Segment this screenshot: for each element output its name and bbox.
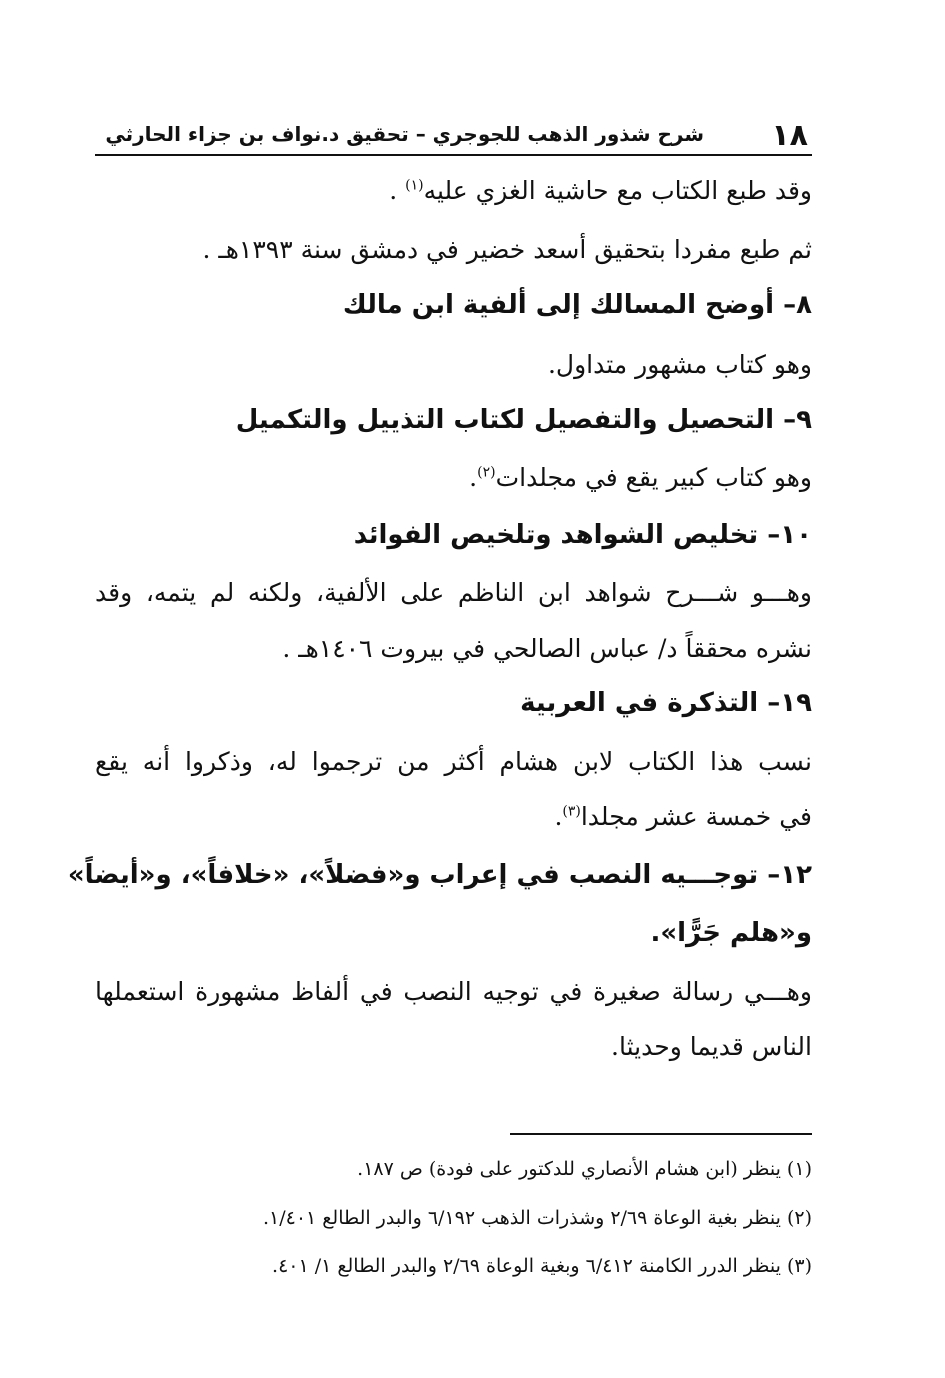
section-heading: ١٩– التذكرة في العربية	[520, 688, 812, 718]
text-line: وقد طبع الكتاب مع حاشية الغزي عليه$^{(١)}$ .	[389, 176, 812, 205]
text-line: وهـــو شـــرح شواهد ابن الناظم على الألفية، ولكنه لم يتمه، وقد	[95, 578, 812, 607]
footnote: (٢) ينظر بغية الوعاة ٢/٦٩ وشذرات الذهب ٦/١٩٢ والبدر الطالع ١/٤٠١.	[262, 1207, 812, 1229]
section-heading: ٨– أوضح المسالك إلى ألفية ابن مالك	[342, 290, 812, 320]
text-line: وهو كتاب مشهور متداول.	[547, 350, 812, 379]
text-line: ثم طبع مفردا بتحقيق أسعد خضير في دمشق سنة ١٣٩٣هـ .	[202, 235, 812, 264]
text-line: نشره محققاً د/ عباس الصالحي في بيروت ١٤٠٦هـ .	[282, 634, 812, 663]
section-heading: ١٢– توجـــيه النصب في إعراب و«فضلاً»، «خلافاً»، و«أيضاً»	[67, 860, 812, 890]
text-line: وهـــي رسالة صغيرة في توجيه النصب في ألفاظ مشهورة استعملها	[95, 977, 812, 1006]
text-line: وهو كتاب كبير يقع في مجلدات$^{(٢)}$.	[469, 463, 812, 492]
text-line: نسب هذا الكتاب لابن هشام أكثر من ترجموا له، وذكروا أنه يقع	[95, 747, 812, 776]
section-heading: و«هلم جَرًّا».	[650, 918, 812, 948]
running-header	[95, 110, 812, 156]
footnote: (٣) ينظر الدرر الكامنة ٦/٤١٢ وبغية الوعاة ٢/٦٩ والبدر الطالع ١/ ٤٠١.	[272, 1255, 812, 1277]
footnote: (١) ينظر (ابن هشام الأنصاري للدكتور على فودة) ص ١٨٧.	[357, 1158, 812, 1180]
section-heading: ١٠– تخليص الشواهد وتلخيص الفوائد	[353, 520, 812, 550]
section-heading: ٩– التحصيل والتفصيل لكتاب التذييل والتكميل	[235, 405, 812, 435]
footnote-divider	[510, 1133, 812, 1135]
text-line: في خمسة عشر مجلدا$^{(٣)}$.	[554, 802, 812, 831]
header-title: شرح شذور الذهب للجوجري – تحقيق د.نواف بن جزاء الحارثي	[105, 122, 704, 146]
page-number: ١٨	[771, 118, 808, 153]
text-line: الناس قديما وحديثا.	[611, 1032, 812, 1061]
